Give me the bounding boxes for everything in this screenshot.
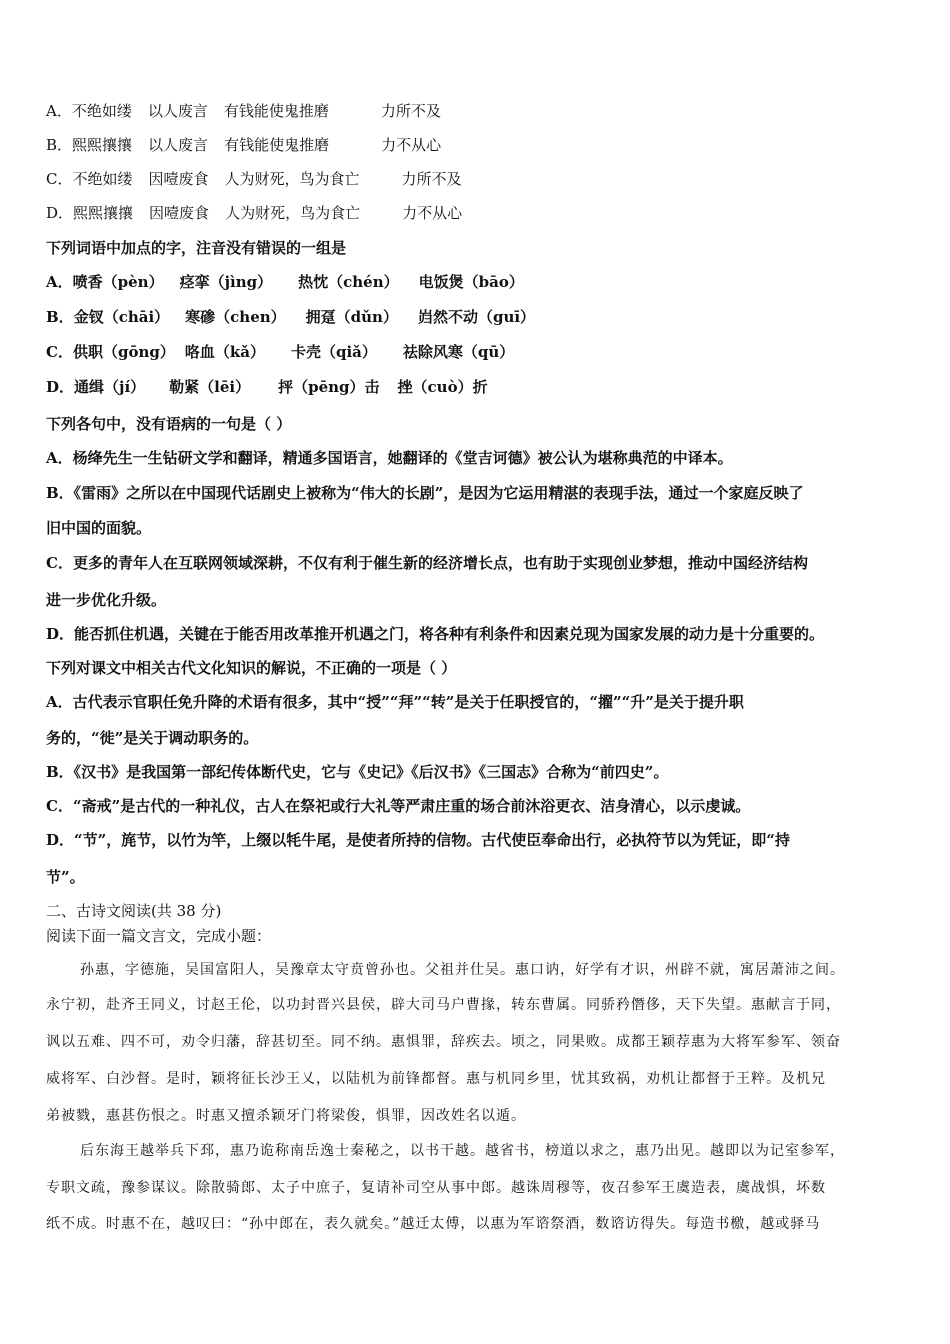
option-item: 供职（gōng） — [72, 343, 175, 361]
option-word: 以人废言 — [147, 102, 208, 120]
q3-option-d: D．能否抓住机遇，关键在于能否用改革推开机遇之门，将各种有利条件和因素兑现为国家发展的动力是十分重要的。 — [46, 625, 825, 643]
passage-line: 孙惠，字德施，吴国富阳人，吴豫章太守贲曾孙也。父祖并仕吴。惠口讷，好学有才识，州辟不就，寓居萧沛之间。 — [80, 962, 845, 978]
q2-stem: 下列词语中加点的字，注音没有错误的一组是 — [46, 239, 347, 257]
passage-line: 纸不成。时惠不在，越叹曰：“孙中郎在，表久就矣。”越迁太傅，以惠为军谘祭酒，数谘访得失。每造书檄，越或驿马 — [46, 1216, 821, 1232]
option-item: 拥趸（dǔn） — [305, 308, 398, 326]
q4-option-d-line2: 节”。 — [46, 868, 85, 886]
option-word: 不绝如缕 — [72, 170, 133, 188]
reading-intro: 阅读下面一篇文言文，完成小题： — [46, 927, 272, 945]
option-word: 力不从心 — [402, 204, 463, 222]
option-word: 熙熙攘攘 — [73, 204, 134, 222]
option-item: 寒碜（chen） — [185, 308, 286, 326]
q4-option-c: C．“斋戒”是古代的一种礼仪，古人在祭祀或行大礼等严肃庄重的场合前沐浴更衣、洁身清心，以示虔诚。 — [46, 797, 751, 815]
q1-option-d — [46, 203, 462, 223]
passage-line: 威将军、白沙督。是时，颖将征长沙王乂，以陆机为前锋都督。惠与机同乡里，忧其致祸，劝机让都督于王粹。及机兄 — [46, 1071, 826, 1087]
q3-option-c-line1: C．更多的青年人在互联网领域深耕，不仅有利于催生新的经济增长点，也有助于实现创业梦想，推动中国经济结构 — [46, 554, 808, 572]
option-key: A． — [46, 273, 73, 291]
option-word: 以人废言 — [148, 136, 209, 154]
option-word: 人为财死，鸟为食亡 — [225, 204, 361, 222]
option-item: 岿然不动（guī） — [417, 308, 536, 326]
option-key: C． — [46, 343, 73, 361]
option-item: 金钗（chāi） — [73, 308, 170, 326]
section-title: 二、古诗文阅读(共 38 分) — [46, 902, 222, 920]
option-item: 卡壳（qiǎ） — [290, 343, 377, 361]
option-key: B． — [46, 136, 73, 154]
passage-line: 讽以五难、四不可，劝令归藩，辞甚切至。同不纳。惠惧罪，辞疾去。顷之，同果败。成都王颖荐惠为大将军参军、领奋 — [46, 1034, 841, 1050]
q1-option-c — [46, 169, 462, 189]
option-item: 抨（pēng）击 — [278, 378, 380, 396]
option-word: 因噎废食 — [148, 170, 209, 188]
option-word: 力不从心 — [381, 136, 442, 154]
q3-option-a: A．杨绛先生一生钻研文学和翻译，精通多国语言，她翻译的《堂吉诃德》被公认为堪称典范的中译本。 — [46, 449, 733, 467]
q3-option-b-line1: B．《雷雨》之所以在中国现代话剧史上被称为“伟大的长剧”，是因为它运用精湛的表现手法，通过一个家庭反映了 — [46, 484, 804, 502]
option-key: C． — [46, 170, 73, 188]
option-key: B． — [46, 308, 74, 326]
option-word: 因噎废食 — [149, 204, 210, 222]
option-word: 力所不及 — [401, 170, 462, 188]
q4-option-a-line1: A．古代表示官职任免升降的术语有很多，其中“授”“拜”“转”是关于任职授官的，“擢”“升”是关于提升职 — [46, 693, 744, 711]
q1-option-b — [46, 135, 441, 155]
option-item: 勒紧（lēi） — [169, 378, 251, 396]
q4-option-a-line2: 务的，“徙”是关于调动职务的。 — [46, 729, 259, 747]
option-word: 有钱能使鬼推磨 — [224, 136, 330, 154]
passage-line: 弟被戮，惠甚伤恨之。时惠又擅杀颖牙门将梁俊，惧罪，因改姓名以遁。 — [46, 1108, 526, 1124]
option-key: D． — [46, 378, 75, 396]
q3-option-b-line2: 旧中国的面貌。 — [46, 519, 152, 537]
q2-option-d — [46, 377, 488, 397]
passage-line: 专职文疏，豫参谋议。除散骑郎、太子中庶子，复请补司空从事中郎。越诛周穆等，夜召参军王虞造表，虞战惧，坏数 — [46, 1180, 826, 1196]
option-word: 熙熙攘攘 — [72, 136, 133, 154]
passage-line: 永宁初，赴齐王同义，讨赵王伦，以功封晋兴县侯，辟大司马户曹掾，转东曹属。同骄矜僭侈，天下失望。惠献言于同， — [46, 997, 841, 1013]
option-item: 祛除风寒（qū） — [402, 343, 515, 361]
option-item: 痉挛（jìng） — [179, 273, 273, 291]
option-word: 不绝如缕 — [71, 102, 132, 120]
q1-option-a — [46, 101, 441, 121]
option-word: 有钱能使鬼推磨 — [223, 102, 329, 120]
option-item: 喷香（pèn） — [72, 273, 164, 291]
option-item: 电饭煲（bāo） — [418, 273, 524, 291]
option-key: D． — [46, 204, 74, 222]
option-item: 热忱（chén） — [298, 273, 399, 291]
option-word: 力所不及 — [380, 102, 441, 120]
q3-stem: 下列各句中，没有语病的一句是（ ） — [46, 415, 292, 433]
option-item: 通缉（jí） — [74, 378, 146, 396]
q2-option-b — [46, 307, 535, 327]
option-item: 咯血（kǎ） — [184, 343, 265, 361]
q2-option-a — [46, 272, 524, 292]
q3-option-c-line2: 进一步优化升级。 — [46, 591, 167, 609]
q4-option-b: B．《汉书》是我国第一部纪传体断代史，它与《史记》《后汉书》《三国志》合称为“前四史”。 — [46, 763, 669, 781]
q2-option-c — [46, 342, 514, 362]
q4-option-d-line1: D．“节”，旄节，以竹为竿，上缀以牦牛尾，是使者所持的信物。古代使臣奉命出行，必执符节以为凭证，即“持 — [46, 831, 790, 849]
option-key: A． — [46, 102, 72, 120]
q4-stem: 下列对课文中相关古代文化知识的解说，不正确的一项是（ ） — [46, 659, 457, 677]
option-item: 挫（cuò）折 — [397, 378, 488, 396]
passage-line: 后东海王越举兵下邳，惠乃诡称南岳逸士秦秘之，以书干越。越省书，榜道以求之，惠乃出见。越即以为记室参军， — [80, 1143, 845, 1159]
option-word: 人为财死，鸟为食亡 — [224, 170, 360, 188]
